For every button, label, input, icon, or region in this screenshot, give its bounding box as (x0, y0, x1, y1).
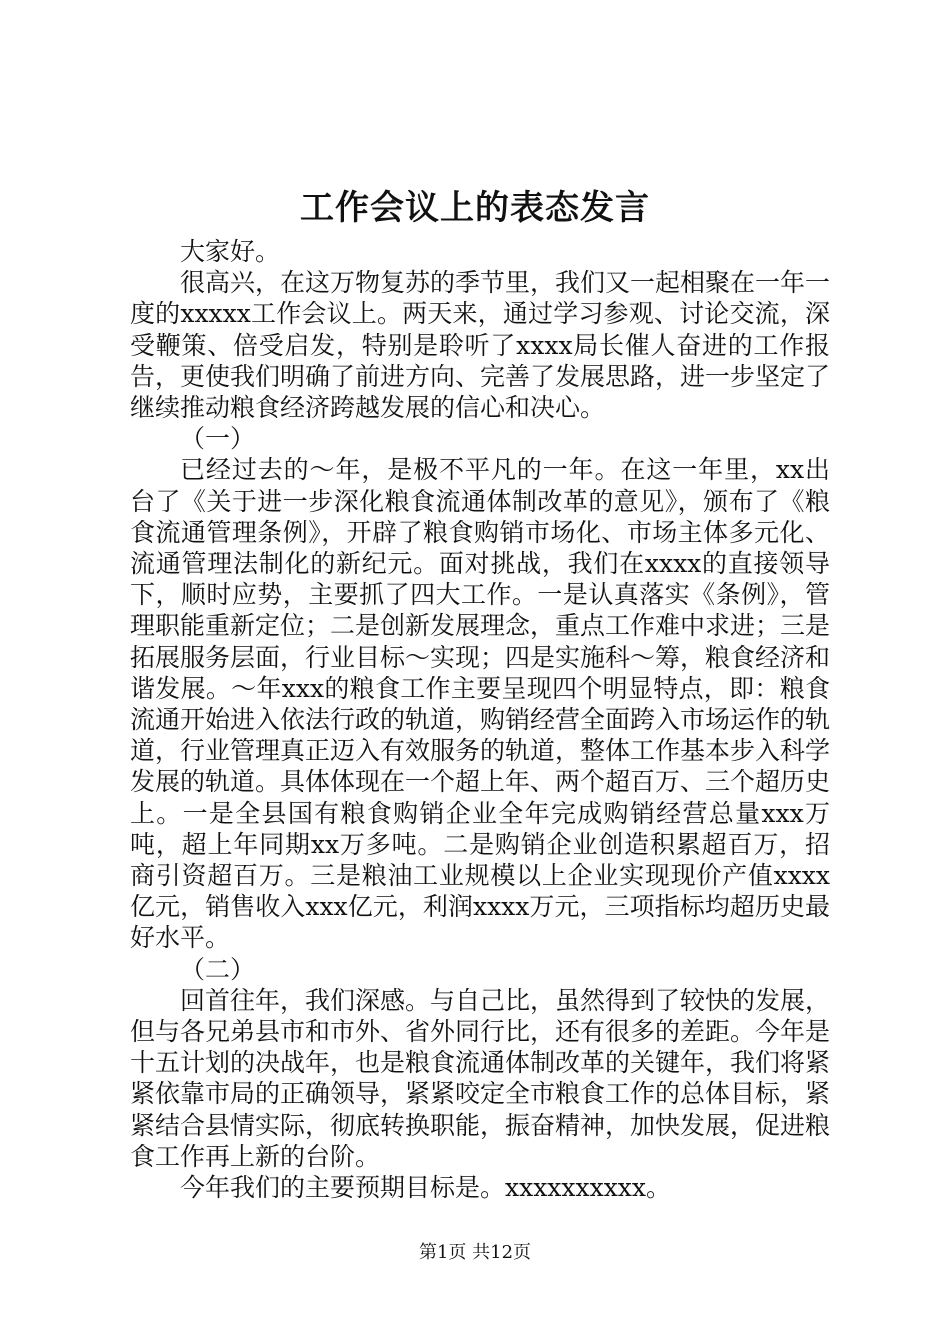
paragraph-outlook: 回首往年，我们深感。与自己比，虽然得到了较快的发展，但与各兄弟县市和市外、省外同行比，还有很多的差距。今年是十五计划的决战年，也是粮食流通体制改革的关键年，我们将紧紧依靠市局的正确领导，紧紧咬定全市粮食工作的总体目标，紧紧结合县情实际，彻底转换职能，振奋精神，加快发展，促进粮食工作再上新的台阶。 (130, 985, 831, 1171)
paragraph-review: 已经过去的～年，是极不平凡的一年。在这一年里，xx出台了《关于进一步深化粮食流通体制改革的意见》，颁布了《粮食流通管理条例》，开辟了粮食购销市场化、市场主体多元化、流通管理法制化的新纪元。面对挑战，我们在xxxx的直接领导下，顺时应势，主要抓了四大工作。一是认真落实《条例》，管理职能重新定位；二是创新发展理念，重点工作难中求进；三是拓展服务层面，行业目标～实现；四是实施科～筹，粮食经济和谐发展。～年xxx的粮食工作主要呈现四个明显特点，即：粮食流通开始进入依法行政的轨道，购销经营全面跨入市场运作的轨道，行业管理真正迈入有效服务的轨道，整体工作基本步入科学发展的轨道。具体体现在一个超上年、两个超百万、三个超历史上。一是全县国有粮食购销企业全年完成购销经营总量xxx万吨，超上年同期xx万多吨。二是购销企业创造积累超百万，招商引资超百万。三是粮油工业规模以上企业实现现价产值xxxx亿元，销售收入xxx亿元，利润xxxx万元，三项指标均超历史最好水平。 (130, 455, 831, 953)
paragraph-greeting: 大家好。 (180, 237, 281, 266)
document-title: 工作会议上的表态发言 (300, 188, 650, 228)
page-number-footer: 第1页 共12页 (418, 1242, 532, 1263)
paragraph-intro: 很高兴，在这万物复苏的季节里，我们又一起相聚在一年一度的xxxxx工作会议上。两天来，通过学习参观、讨论交流，深受鞭策、倍受启发，特别是聆听了xxxx局长催人奋进的工作报告，更使我们明确了前进方向、完善了发展思路，进一步坚定了继续推动粮食经济跨越发展的信心和决心。 (130, 268, 831, 423)
document-body (130, 236, 830, 1203)
section-heading-one: （一） (180, 424, 256, 454)
section-heading-two: （二） (180, 954, 256, 984)
paragraph-goals: 今年我们的主要预期目标是。xxxxxxxxxx。 (180, 1173, 671, 1203)
